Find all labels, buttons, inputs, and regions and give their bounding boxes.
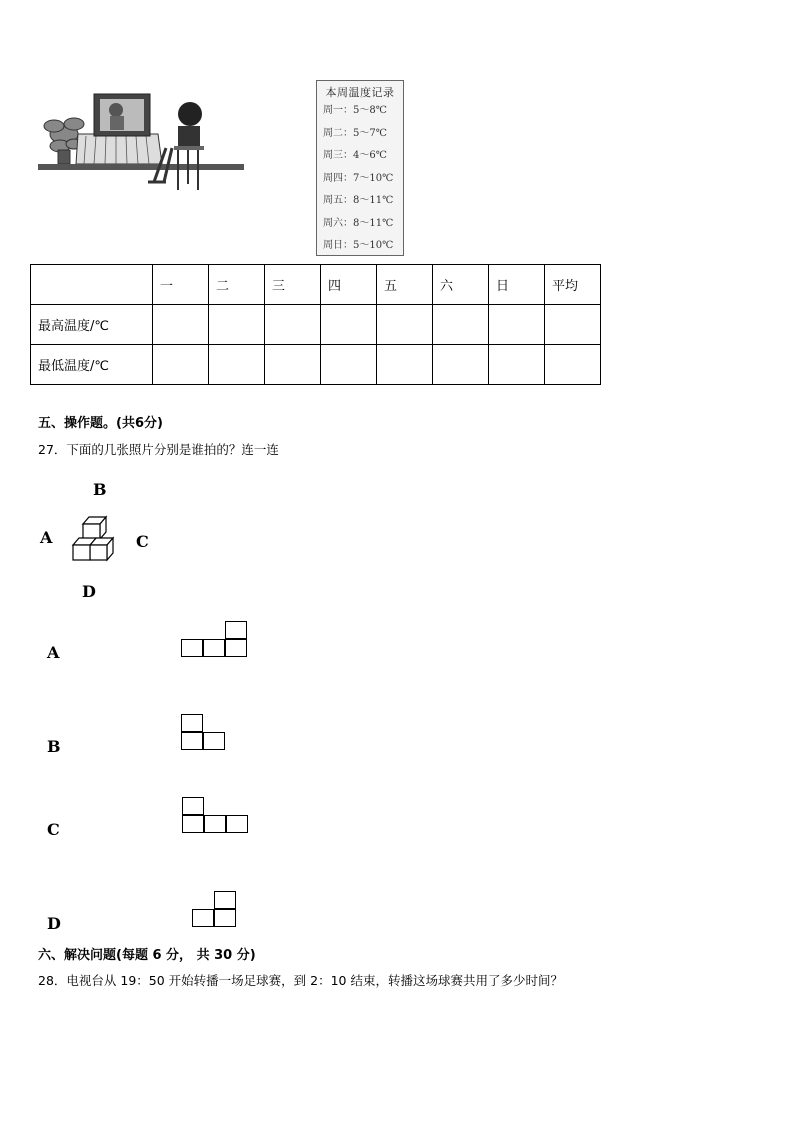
- view-label-b: B: [47, 737, 61, 756]
- viewpoint-label-d: D: [82, 582, 96, 601]
- square: [181, 639, 203, 657]
- viewpoint-label-c: C: [136, 532, 149, 551]
- table-header-cell: 四: [321, 265, 377, 305]
- record-line: 周六：8～11℃: [323, 217, 394, 229]
- square: [204, 815, 226, 833]
- table-cell[interactable]: [321, 305, 377, 345]
- square: [203, 639, 225, 657]
- question-27: 27．下面的几张照片分别是谁拍的？连一连: [38, 442, 279, 457]
- square: [182, 815, 204, 833]
- table-cell[interactable]: [209, 305, 265, 345]
- square: [225, 639, 247, 657]
- record-line: 周五：8～11℃: [323, 195, 394, 206]
- record-line: 周二：5～7℃: [323, 127, 387, 139]
- viewpoint-label-b: B: [93, 480, 107, 499]
- square: [214, 909, 236, 927]
- question-28: 28．电视台从 19：50 开始转播一场足球赛，到 2：10 结束，转播这场球赛共用了多少时间？: [38, 973, 563, 988]
- table-header-cell: 一: [153, 265, 209, 305]
- square: [182, 797, 204, 815]
- table-cell[interactable]: [209, 345, 265, 385]
- table-cell[interactable]: [545, 305, 601, 345]
- table-header-cell: 五: [377, 265, 433, 305]
- square: [214, 891, 236, 909]
- table-cell[interactable]: [153, 305, 209, 345]
- square: [203, 732, 225, 750]
- square: [181, 732, 203, 750]
- tv-watching-illustration: [38, 86, 244, 200]
- table-header-cell: 六: [433, 265, 489, 305]
- table-header-cell: 三: [265, 265, 321, 305]
- table-cell[interactable]: [545, 345, 601, 385]
- record-line: 周日：5～10℃: [323, 240, 394, 251]
- square: [225, 621, 247, 639]
- table-cell[interactable]: [321, 345, 377, 385]
- record-line: 周四：7～10℃: [323, 172, 394, 184]
- row-label-max: 最高温度/℃: [31, 305, 153, 345]
- record-line: 周三：4～6℃: [323, 150, 387, 161]
- table-cell[interactable]: [377, 345, 433, 385]
- section-6-title: 六、解决问题(每题 6 分， 共 30 分): [38, 948, 256, 963]
- viewpoint-label-a: A: [40, 528, 53, 547]
- record-card-title: 本周温度记录: [325, 86, 395, 99]
- table-header-cell: 二: [209, 265, 265, 305]
- square: [192, 909, 214, 927]
- temperature-table: [30, 264, 601, 385]
- table-cell[interactable]: [489, 305, 545, 345]
- square: [181, 714, 203, 732]
- row-label-min: 最低温度/℃: [31, 345, 153, 385]
- temperature-record-card: [316, 80, 404, 256]
- table-row: [31, 345, 601, 385]
- table-row: [31, 305, 601, 345]
- table-header-cell: 日: [489, 265, 545, 305]
- table-cell[interactable]: [153, 345, 209, 385]
- square: [226, 815, 248, 833]
- section-5-title: 五、操作题。(共6分): [38, 416, 163, 431]
- view-label-a: A: [47, 643, 60, 662]
- table-header-cell: 平均: [545, 265, 601, 305]
- view-label-d: D: [47, 914, 61, 933]
- table-cell[interactable]: [489, 345, 545, 385]
- table-cell[interactable]: [265, 305, 321, 345]
- record-line: 周一：5～8℃: [323, 105, 387, 116]
- view-label-c: C: [47, 820, 60, 839]
- table-cell[interactable]: [433, 305, 489, 345]
- table-cell[interactable]: [433, 345, 489, 385]
- table-header-row: [31, 265, 601, 305]
- cube-stack-figure: [70, 512, 122, 568]
- table-cell[interactable]: [377, 305, 433, 345]
- table-cell[interactable]: [265, 345, 321, 385]
- table-header-cell: [31, 265, 153, 305]
